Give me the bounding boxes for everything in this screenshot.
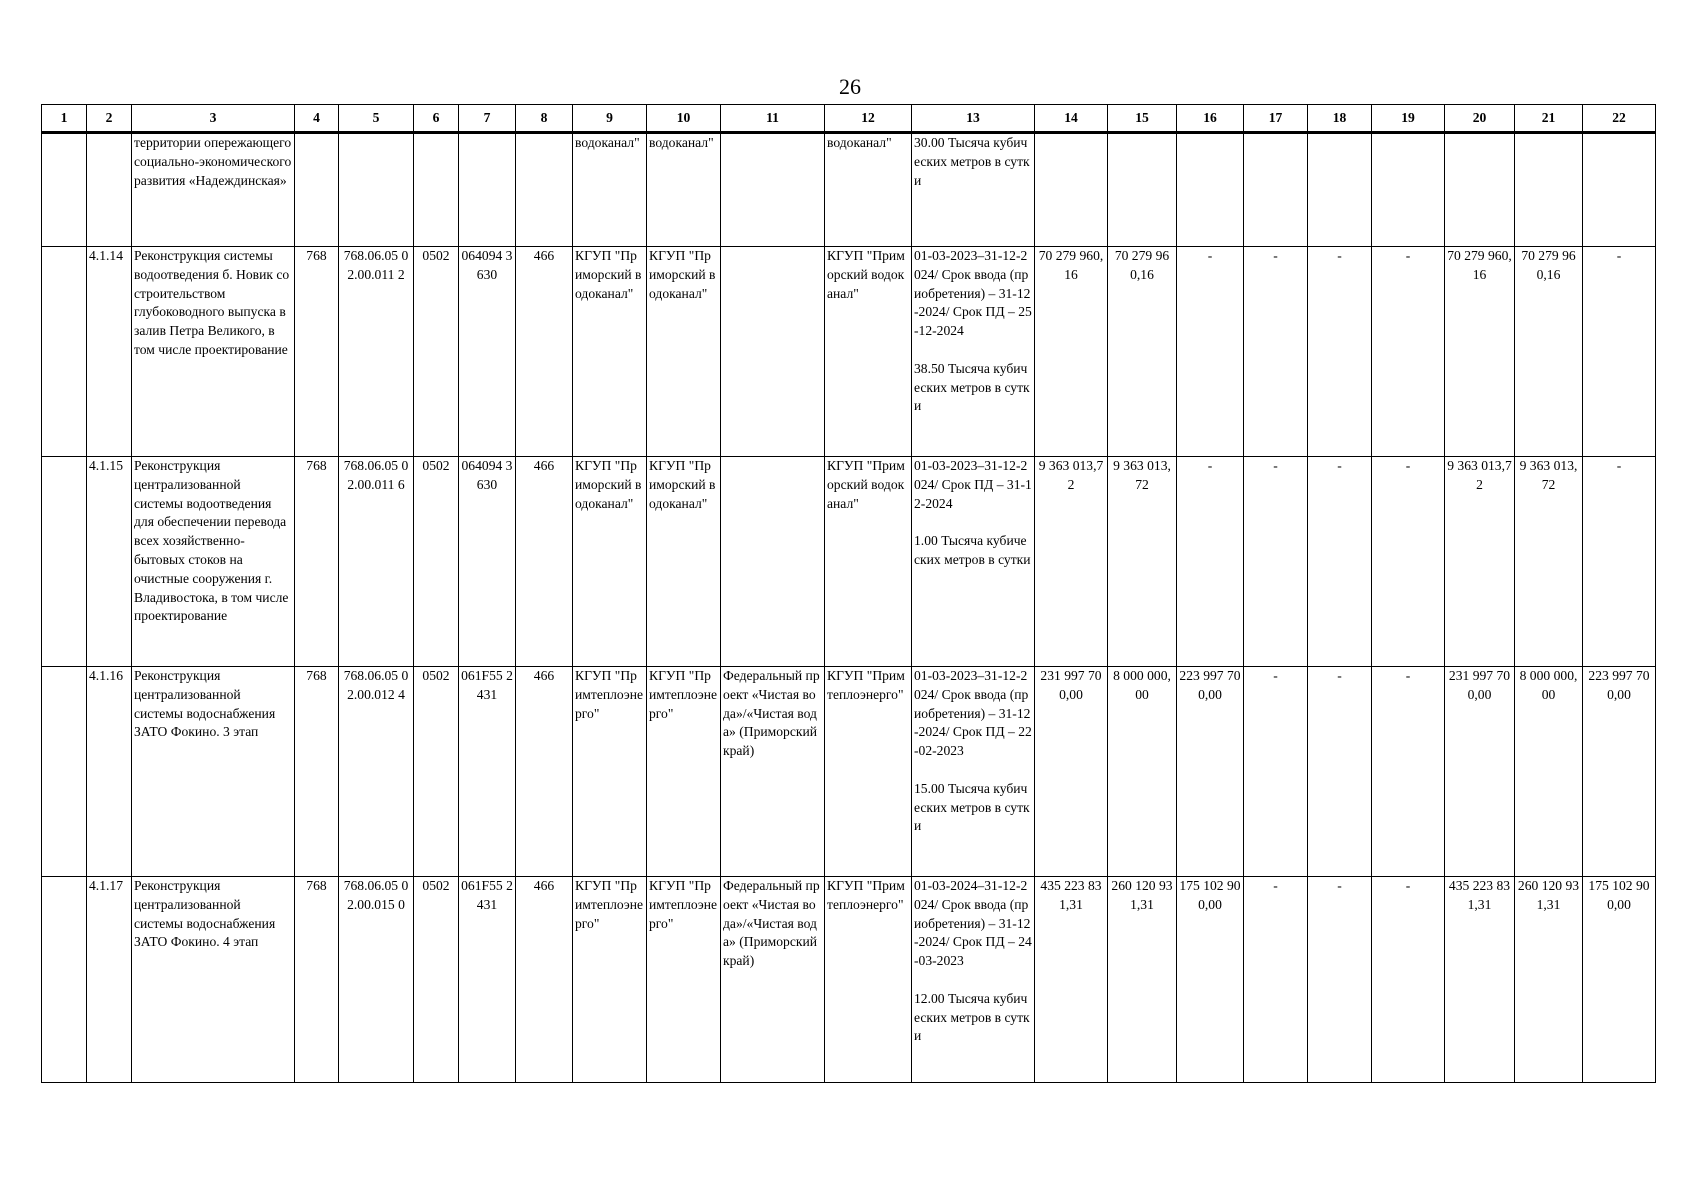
paragraph-gap [914,513,1032,532]
amount-cell: 223 997 700,00 [1177,667,1244,877]
paragraph-gap [914,341,1032,360]
table-row [42,667,1656,877]
target-item-cell: 768.06.05 02.00.011 2 [339,247,414,457]
amount-cell [1035,133,1108,247]
amount-cell [1583,133,1656,247]
amount-cell: 260 120 931,31 [1515,877,1583,1083]
item-number-cell: 4.1.15 [87,457,132,667]
section-cell: 0502 [414,457,459,667]
section-cell: 0502 [414,667,459,877]
paragraph-gap [914,761,1032,780]
term-capacity-cell [912,133,1035,247]
amount-cell: 435 223 831,31 [1035,877,1108,1083]
operator-cell: КГУП "Примтеплоэнерго" [825,667,912,877]
amount-cell: - [1583,247,1656,457]
amount-cell: - [1308,247,1372,457]
developer-cell: КГУП "Приморский водоканал" [647,457,721,667]
paragraph-gap [914,971,1032,990]
column-header: 11 [721,105,825,133]
amount-cell: - [1244,877,1308,1083]
amount-cell [1515,133,1583,247]
federal-project-cell [721,457,825,667]
amount-cell: 9 363 013,72 [1108,457,1177,667]
amount-cell: 223 997 700,00 [1583,667,1656,877]
header-row [42,105,1656,133]
target-article-cell: 061F55 2431 [459,667,516,877]
target-article-cell: 064094 3630 [459,247,516,457]
target-item-cell: 768.06.05 02.00.012 4 [339,667,414,877]
developer-cell: водоканал" [647,133,721,247]
item-name-cell: Реконструкция централизованной системы водоснабжения ЗАТО Фокино. 3 этап [132,667,295,877]
federal-project-cell [721,133,825,247]
amount-cell: - [1372,667,1445,877]
column-header: 10 [647,105,721,133]
operator-cell: КГУП "Приморский водоканал" [825,247,912,457]
customer-cell: КГУП "Приморский водоканал" [573,457,647,667]
amount-cell: 70 279 960,16 [1035,247,1108,457]
term-capacity-cell [912,457,1035,667]
item-number-cell: 4.1.17 [87,877,132,1083]
target-item-cell [339,133,414,247]
amount-cell: - [1583,457,1656,667]
expense-type-cell: 466 [516,457,573,667]
capacity-text: 1.00 Тысяча кубических метров в сутки [914,533,1031,567]
amount-cell: 231 997 700,00 [1445,667,1515,877]
column-header: 12 [825,105,912,133]
column-header: 3 [132,105,295,133]
data-table [41,104,1656,1083]
developer-cell: КГУП "Примтеплоэнерго" [647,667,721,877]
column-header: 7 [459,105,516,133]
capacity-text: 12.00 Тысяча кубических метров в сутки [914,990,1030,1044]
row-index-cell [42,457,87,667]
amount-cell: 70 279 960,16 [1515,247,1583,457]
amount-cell: - [1308,457,1372,667]
column-header: 16 [1177,105,1244,133]
operator-cell: КГУП "Примтеплоэнерго" [825,877,912,1083]
operator-cell: водоканал" [825,133,912,247]
table-row [42,247,1656,457]
amount-cell: 260 120 931,31 [1108,877,1177,1083]
amount-cell: 9 363 013,72 [1515,457,1583,667]
customer-cell: КГУП "Приморский водоканал" [573,247,647,457]
item-name-cell: Реконструкция централизованной системы водоснабжения ЗАТО Фокино. 4 этап [132,877,295,1083]
amount-cell: 70 279 960,16 [1108,247,1177,457]
capacity-text: 15.00 Тысяча кубических метров в сутки [914,780,1030,834]
developer-cell: КГУП "Примтеплоэнерго" [647,877,721,1083]
column-header: 14 [1035,105,1108,133]
amount-cell [1177,133,1244,247]
column-header: 8 [516,105,573,133]
customer-cell: водоканал" [573,133,647,247]
amount-cell: - [1244,457,1308,667]
amount-cell [1445,133,1515,247]
term-capacity-cell [912,877,1035,1083]
column-header: 6 [414,105,459,133]
amount-cell: 9 363 013,72 [1445,457,1515,667]
amount-cell: - [1308,877,1372,1083]
target-item-cell: 768.06.05 02.00.011 6 [339,457,414,667]
amount-cell: 435 223 831,31 [1445,877,1515,1083]
term-text: 01-03-2023–31-12-2024/ Срок ввода (приобретения) – 31-12-2024/ Срок ПД – 25-12-2024 [914,248,1032,339]
term-capacity-cell [912,247,1035,457]
expense-type-cell: 466 [516,877,573,1083]
table-row [42,877,1656,1083]
expense-type-cell [516,133,573,247]
target-article-cell: 064094 3630 [459,457,516,667]
amount-cell: - [1372,877,1445,1083]
code-cell: 768 [295,247,339,457]
column-header: 17 [1244,105,1308,133]
term-text: 01-03-2023–31-12-2024/ Срок ПД – 31-12-2024 [914,458,1032,511]
federal-project-cell: Федеральный проект «Чистая вода»/«Чистая вода» (Приморский край) [721,877,825,1083]
code-cell: 768 [295,877,339,1083]
amount-cell: 175 102 900,00 [1177,877,1244,1083]
amount-cell: 70 279 960,16 [1445,247,1515,457]
column-header: 20 [1445,105,1515,133]
target-article-cell [459,133,516,247]
table-row [42,133,1656,247]
column-header: 5 [339,105,414,133]
federal-project-cell: Федеральный проект «Чистая вода»/«Чистая вода» (Приморский край) [721,667,825,877]
column-header: 2 [87,105,132,133]
column-header: 15 [1108,105,1177,133]
item-number-cell [87,133,132,247]
amount-cell: - [1372,457,1445,667]
target-item-cell: 768.06.05 02.00.015 0 [339,877,414,1083]
operator-cell: КГУП "Приморский водоканал" [825,457,912,667]
amount-cell: 8 000 000,00 [1108,667,1177,877]
developer-cell: КГУП "Приморский водоканал" [647,247,721,457]
amount-cell: 175 102 900,00 [1583,877,1656,1083]
amount-cell [1108,133,1177,247]
amount-cell: - [1372,247,1445,457]
item-number-cell: 4.1.14 [87,247,132,457]
page-number: 26 [839,74,861,99]
amount-cell: - [1177,247,1244,457]
amount-cell: - [1308,667,1372,877]
column-header: 18 [1308,105,1372,133]
item-name-cell: территории опережающего социально-экономического развития «Надеждинская» [132,133,295,247]
amount-cell [1372,133,1445,247]
column-header: 19 [1372,105,1445,133]
amount-cell: 8 000 000,00 [1515,667,1583,877]
amount-cell: 231 997 700,00 [1035,667,1108,877]
item-name-cell: Реконструкция централизованной системы водоотведения для обеспечении перевода всех хозяйственно-бытовых стоков на очистные сооружения г. Владивостока, в том числе проектирование [132,457,295,667]
row-index-cell [42,877,87,1083]
capacity-text: 38.50 Тысяча кубических метров в сутки [914,360,1030,414]
column-header: 4 [295,105,339,133]
column-header: 21 [1515,105,1583,133]
column-header: 22 [1583,105,1656,133]
code-cell [295,133,339,247]
expense-type-cell: 466 [516,667,573,877]
column-header: 1 [42,105,87,133]
amount-cell: - [1177,457,1244,667]
section-cell: 0502 [414,247,459,457]
target-article-cell: 061F55 2431 [459,877,516,1083]
term-text: 30.00 Тысяча кубических метров в сутки [914,135,1030,188]
amount-cell [1308,133,1372,247]
column-header: 9 [573,105,647,133]
amount-cell: - [1244,667,1308,877]
code-cell: 768 [295,457,339,667]
federal-project-cell [721,247,825,457]
customer-cell: КГУП "Примтеплоэнерго" [573,667,647,877]
item-name-cell: Реконструкция системы водоотведения б. Новик со строительством глубоководного выпуска в залив Петра Великого, в том числе проектирование [132,247,295,457]
term-capacity-cell [912,667,1035,877]
term-text: 01-03-2023–31-12-2024/ Срок ввода (приобретения) – 31-12-2024/ Срок ПД – 22-02-2023 [914,668,1032,759]
item-number-cell: 4.1.16 [87,667,132,877]
code-cell: 768 [295,667,339,877]
expense-type-cell: 466 [516,247,573,457]
section-cell [414,133,459,247]
table-row [42,457,1656,667]
customer-cell: КГУП "Примтеплоэнерго" [573,877,647,1083]
row-index-cell [42,133,87,247]
row-index-cell [42,667,87,877]
row-index-cell [42,247,87,457]
term-text: 01-03-2024–31-12-2024/ Срок ввода (приобретения) – 31-12-2024/ Срок ПД – 24-03-2023 [914,878,1032,969]
section-cell: 0502 [414,877,459,1083]
amount-cell: 9 363 013,72 [1035,457,1108,667]
column-header: 13 [912,105,1035,133]
amount-cell: - [1244,247,1308,457]
amount-cell [1244,133,1308,247]
